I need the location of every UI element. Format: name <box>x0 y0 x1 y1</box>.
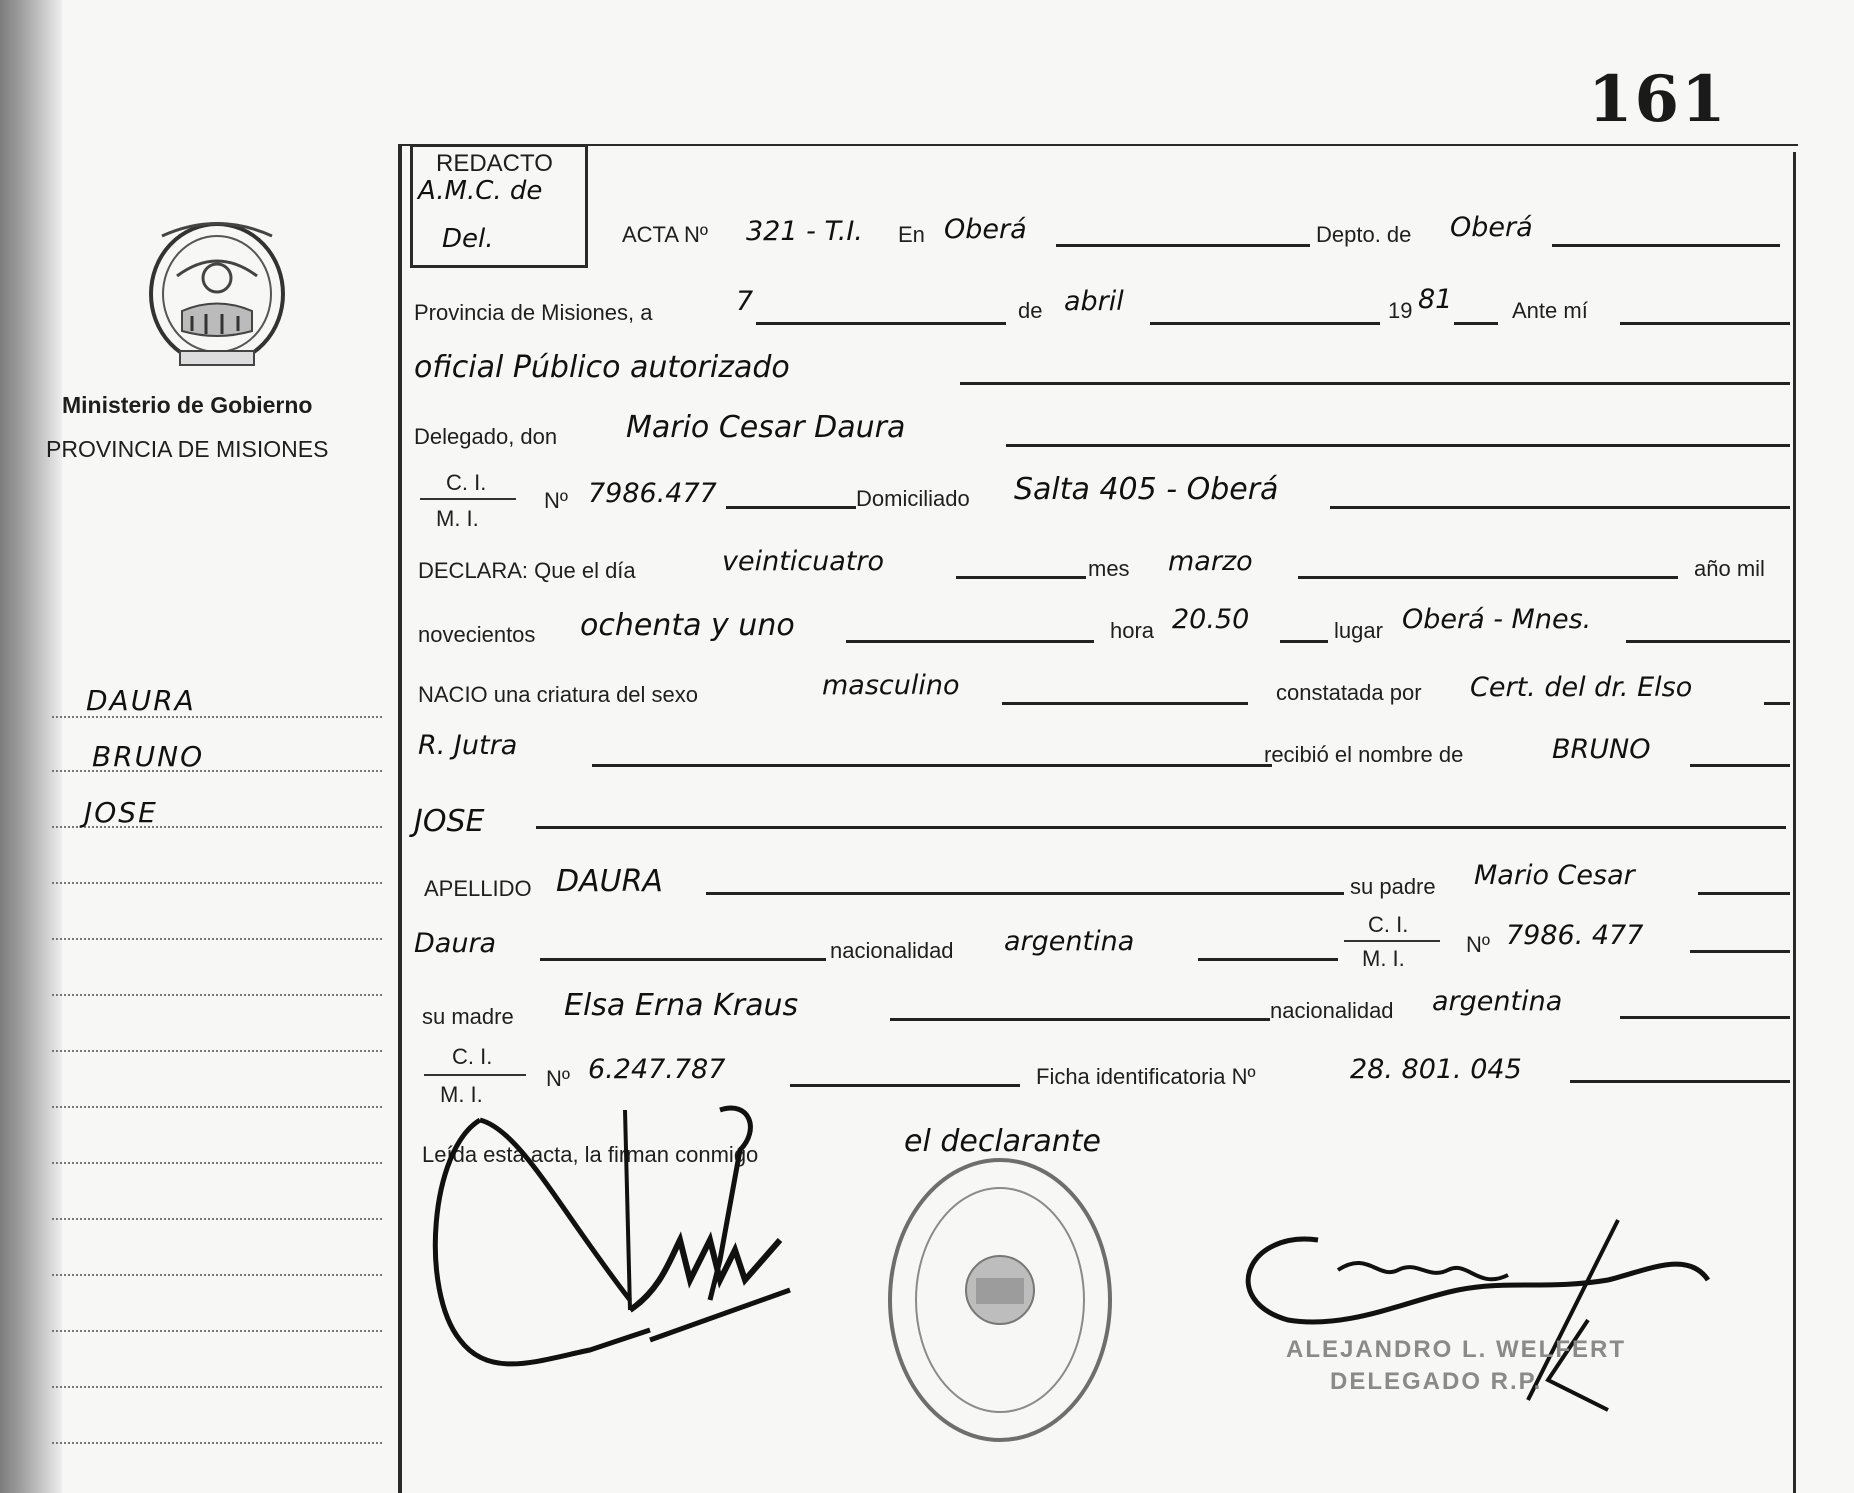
rule <box>706 892 1344 895</box>
rule <box>1690 950 1790 953</box>
mi-label: M. I. <box>436 506 479 531</box>
depto-value: Oberá <box>1450 212 1533 243</box>
form-frame-top <box>398 144 1798 146</box>
lugar-label: lugar <box>1334 618 1383 643</box>
de-label: de <box>1018 298 1043 323</box>
domiciliado-label: Domiciliado <box>856 486 970 511</box>
margin-second-name: JOSE <box>84 796 158 829</box>
rule <box>1002 702 1248 705</box>
recibio-label: recibió el nombre de <box>1264 742 1464 767</box>
form-frame-left <box>398 144 402 1493</box>
rule <box>1454 322 1498 325</box>
day-value: 7 <box>736 286 754 317</box>
constatada-value-1: Cert. del dr. Elso <box>1470 672 1693 703</box>
rule <box>1690 764 1790 767</box>
rule <box>1620 1016 1790 1019</box>
padre-no-label: Nº <box>1466 932 1490 957</box>
madre-mi-label: M. I. <box>440 1082 483 1107</box>
acta-number: 321 - T.I. <box>746 216 863 247</box>
acta-label: ACTA Nº <box>622 222 708 247</box>
month-value: abril <box>1064 286 1124 317</box>
en-value: Oberá <box>944 214 1027 245</box>
fraction-line <box>420 498 516 500</box>
depto-label: Depto. de <box>1316 222 1412 247</box>
provincia-label: Provincia de Misiones, a <box>414 300 653 325</box>
en-label: En <box>898 222 925 247</box>
madre-label: su madre <box>422 1004 514 1029</box>
rule <box>1764 702 1790 705</box>
hora-value: 20.50 <box>1172 604 1250 635</box>
madre-doc: 6.247.787 <box>588 1054 726 1085</box>
padre-ci-label: C. I. <box>1368 912 1409 937</box>
declara-label: DECLARA: Que el día <box>418 558 636 583</box>
padre-value-2: Daura <box>414 928 497 959</box>
fraction-line <box>1344 940 1440 942</box>
madre-nacionalidad-label: nacionalidad <box>1270 998 1394 1023</box>
margin-line <box>52 1106 382 1108</box>
ci-label: C. I. <box>446 470 487 495</box>
padre-value-1: Mario Cesar <box>1474 860 1635 891</box>
margin-line <box>52 1050 382 1052</box>
rule <box>1056 244 1310 247</box>
ficha-value: 28. 801. 045 <box>1350 1054 1522 1085</box>
redacto-label: REDACTO <box>436 150 553 177</box>
rule <box>1698 892 1790 895</box>
padre-mi-label: M. I. <box>1362 946 1405 971</box>
registry-stamp-icon <box>880 1150 1120 1450</box>
margin-line <box>52 1386 382 1388</box>
apellido-value: DAURA <box>556 864 663 899</box>
rule <box>1330 506 1790 509</box>
margin-line <box>52 1162 382 1164</box>
rule <box>1552 244 1780 247</box>
padre-label: su padre <box>1350 874 1436 899</box>
delegado-name: Mario Cesar Daura <box>626 410 906 445</box>
madre-ci-label: C. I. <box>452 1044 493 1069</box>
rule <box>1198 958 1338 961</box>
delegate-signature <box>1228 1210 1748 1430</box>
constatada-label: constatada por <box>1276 680 1422 705</box>
rule <box>540 958 826 961</box>
ante-mi-label: Ante mí <box>1512 298 1588 323</box>
firmante-value: el declarante <box>904 1124 1101 1159</box>
margin-surname: DAURA <box>86 684 196 717</box>
constatada-value-2: R. Jutra <box>418 730 518 761</box>
year-suffix: 81 <box>1418 284 1453 315</box>
fraction-line <box>424 1074 526 1076</box>
provincia-heading: PROVINCIA DE MISIONES <box>46 436 329 462</box>
rule <box>536 826 1786 829</box>
leida-label: Leída esta acta, la firman conmigo <box>422 1142 759 1167</box>
declarant-signature <box>420 1090 820 1390</box>
no-label: Nº <box>544 488 568 513</box>
madre-no-label: Nº <box>546 1066 570 1091</box>
domicilio-value: Salta 405 - Oberá <box>1014 472 1279 507</box>
anio-mil-label: año mil <box>1694 556 1765 581</box>
redacto-value-2: Del. <box>442 224 494 254</box>
rule <box>790 1084 1020 1087</box>
padre-nacionalidad-value: argentina <box>1004 926 1135 957</box>
rule <box>1620 322 1790 325</box>
apellido-label: APELLIDO <box>424 876 532 901</box>
hora-label: hora <box>1110 618 1155 643</box>
padre-nacionalidad-label: nacionalidad <box>830 938 954 963</box>
form-frame-right <box>1793 152 1796 1493</box>
provincial-seal-icon <box>142 216 292 366</box>
margin-line <box>52 994 382 996</box>
rule <box>592 764 1272 767</box>
rule <box>846 640 1094 643</box>
delegate-stamp-title: DELEGADO R.P. <box>1330 1368 1543 1395</box>
rule <box>1570 1080 1790 1083</box>
mes-value: marzo <box>1168 546 1253 577</box>
anio-value: ochenta y uno <box>580 608 795 643</box>
sexo-value: masculino <box>822 670 960 701</box>
margin-line <box>52 938 382 940</box>
rule <box>960 382 1790 385</box>
rule <box>1006 444 1790 447</box>
rule <box>1298 576 1678 579</box>
declarante-doc: 7986.477 <box>588 478 717 509</box>
rule <box>890 1018 1270 1021</box>
delegate-stamp-name: ALEJANDRO L. WELFERT <box>1286 1336 1626 1363</box>
madre-value: Elsa Erna Kraus <box>564 988 799 1023</box>
rule <box>756 322 1006 325</box>
ficha-label: Ficha identificatoria Nº <box>1036 1064 1256 1089</box>
year-prefix: 19 <box>1388 298 1413 323</box>
margin-line <box>52 1218 382 1220</box>
margin-line <box>52 1442 382 1444</box>
delegado-label: Delegado, don <box>414 424 558 449</box>
margin-first-name: BRUNO <box>92 740 205 773</box>
rule <box>956 576 1086 579</box>
nombre-value-1: BRUNO <box>1552 734 1651 765</box>
novecientos-label: novecientos <box>418 622 536 647</box>
rule <box>1150 322 1380 325</box>
page-number: 161 <box>1588 62 1728 137</box>
nacio-label: NACIO una criatura del sexo <box>418 682 699 707</box>
oficial-value: oficial Público autorizado <box>414 350 790 385</box>
dia-value: veinticuatro <box>722 546 884 577</box>
rule <box>1280 640 1328 643</box>
margin-line <box>52 882 382 884</box>
ministerio-heading: Ministerio de Gobierno <box>62 392 313 418</box>
nombre-value-2: JOSE <box>414 804 485 839</box>
redacto-value-1: A.M.C. de <box>418 176 543 206</box>
lugar-value: Oberá - Mnes. <box>1402 604 1592 635</box>
margin-line <box>52 1330 382 1332</box>
mes-label: mes <box>1088 556 1130 581</box>
madre-nacionalidad-value: argentina <box>1432 986 1563 1017</box>
rule <box>726 506 856 509</box>
book-binding-shadow <box>0 0 62 1493</box>
padre-doc: 7986. 477 <box>1506 920 1644 951</box>
margin-line <box>52 1274 382 1276</box>
rule <box>1626 640 1790 643</box>
